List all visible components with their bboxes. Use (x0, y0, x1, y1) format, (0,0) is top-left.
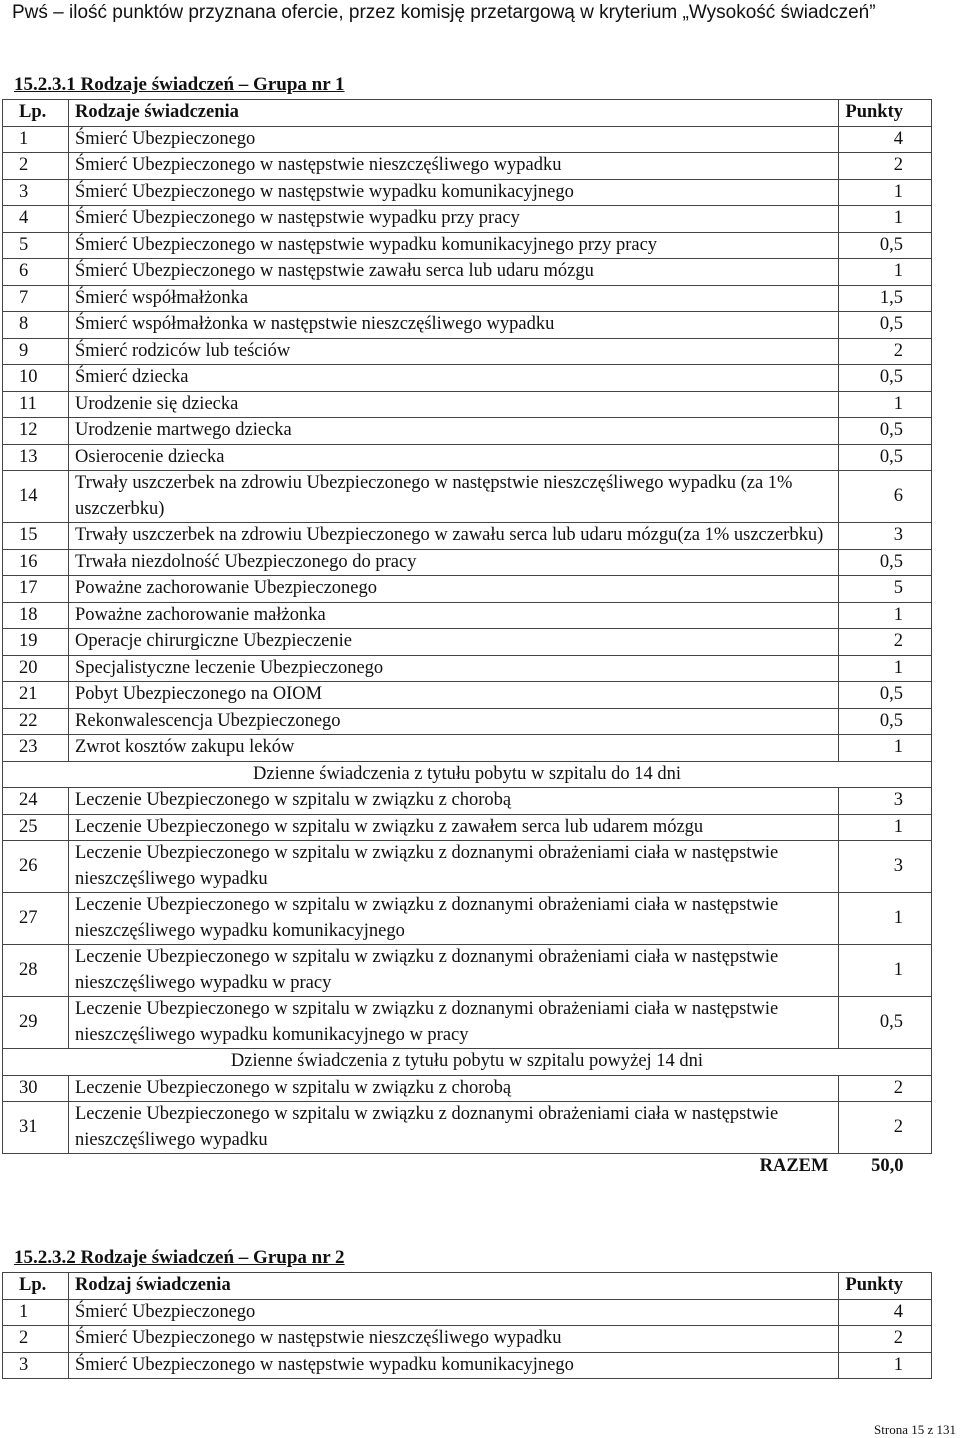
table-row (3, 576, 932, 603)
header-points: Punkty (839, 1273, 932, 1300)
row-lp: 6 (3, 259, 69, 286)
table-row (3, 893, 932, 945)
row-points: 0,5 (839, 444, 932, 471)
row-points: 1 (839, 206, 932, 233)
row-name: Leczenie Ubezpieczonego w szpitalu w związku z doznanymi obrażeniami ciała w następstwie nieszczęśliwego wypadku (69, 841, 839, 893)
row-lp: 9 (3, 338, 69, 365)
table-row (3, 206, 932, 233)
table-row (3, 285, 932, 312)
row-points: 6 (839, 471, 932, 523)
row-name: Zwrot kosztów zakupu leków (69, 735, 839, 762)
table-row (3, 365, 932, 392)
row-lp: 1 (3, 126, 69, 153)
row-points: 1 (839, 179, 932, 206)
table-row (3, 549, 932, 576)
row-name: Trwała niezdolność Ubezpieczonego do pracy (69, 549, 839, 576)
row-points: 0,5 (839, 418, 932, 445)
row-name: Leczenie Ubezpieczonego w szpitalu w związku z doznanymi obrażeniami ciała w następstwie nieszczęśliwego wypadku w pracy (69, 945, 839, 997)
table-row (3, 1075, 932, 1102)
row-lp: 14 (3, 471, 69, 523)
table-row (3, 126, 932, 153)
row-points: 2 (839, 1102, 932, 1154)
row-lp: 18 (3, 602, 69, 629)
row-name: Poważne zachorowanie małżonka (69, 602, 839, 629)
row-lp: 15 (3, 523, 69, 550)
row-points: 0,5 (839, 708, 932, 735)
row-name: Śmierć rodziców lub teściów (69, 338, 839, 365)
row-points: 1 (839, 259, 932, 286)
row-lp: 31 (3, 1102, 69, 1154)
row-name: Śmierć współmałżonka (69, 285, 839, 312)
row-name: Śmierć Ubezpieczonego w następstwie wypadku komunikacyjnego przy pracy (69, 232, 839, 259)
row-points: 1 (839, 893, 932, 945)
row-name: Leczenie Ubezpieczonego w szpitalu w związku z doznanymi obrażeniami ciała w następstwie nieszczęśliwego wypadku (69, 1102, 839, 1154)
row-lp: 27 (3, 893, 69, 945)
group2-heading: 15.2.3.2 Rodzaje świadczeń – Grupa nr 2 (14, 1247, 345, 1268)
row-name: Urodzenie martwego dziecka (69, 418, 839, 445)
row-points: 3 (839, 523, 932, 550)
table-row (3, 1299, 932, 1326)
row-points: 2 (839, 1326, 932, 1353)
row-points: 2 (839, 338, 932, 365)
row-lp: 30 (3, 1075, 69, 1102)
row-lp: 24 (3, 788, 69, 815)
table-row (3, 682, 932, 709)
row-name: Śmierć Ubezpieczonego w następstwie wypadku przy pracy (69, 206, 839, 233)
table-row (3, 153, 932, 180)
row-lp: 2 (3, 1326, 69, 1353)
table-row (3, 708, 932, 735)
total-value: 50,0 (871, 1156, 904, 1176)
row-points: 1 (839, 602, 932, 629)
row-name: Śmierć dziecka (69, 365, 839, 392)
table-row (3, 602, 932, 629)
header-name: Rodzaj świadczenia (69, 1273, 839, 1300)
table-header-row (3, 100, 932, 127)
header-lp: Lp. (3, 100, 69, 127)
row-lp: 26 (3, 841, 69, 893)
row-name: Śmierć Ubezpieczonego w następstwie nieszczęśliwego wypadku (69, 1326, 839, 1353)
row-lp: 16 (3, 549, 69, 576)
header-lp: Lp. (3, 1273, 69, 1300)
row-lp: 25 (3, 814, 69, 841)
row-lp: 17 (3, 576, 69, 603)
table-row (3, 179, 932, 206)
row-name: Urodzenie się dziecka (69, 391, 839, 418)
row-points: 1 (839, 391, 932, 418)
row-lp: 2 (3, 153, 69, 180)
row-name: Trwały uszczerbek na zdrowiu Ubezpieczonego w następstwie nieszczęśliwego wypadku (za 1% uszczerbku) (69, 471, 839, 523)
row-points: 0,5 (839, 997, 932, 1049)
row-points: 1 (839, 1352, 932, 1379)
row-points: 1,5 (839, 285, 932, 312)
header-name: Rodzaje świadczenia (69, 100, 839, 127)
row-lp: 7 (3, 285, 69, 312)
row-points: 2 (839, 153, 932, 180)
row-lp: 4 (3, 206, 69, 233)
table-row (3, 735, 932, 762)
table-row (3, 471, 932, 523)
row-points: 0,5 (839, 232, 932, 259)
row-name: Operacje chirurgiczne Ubezpieczenie (69, 629, 839, 656)
row-lp: 3 (3, 179, 69, 206)
table-row (3, 418, 932, 445)
total-spacer (3, 1154, 69, 1180)
row-points: 3 (839, 841, 932, 893)
row-lp: 21 (3, 682, 69, 709)
section-row (3, 761, 932, 788)
row-points: 4 (839, 1299, 932, 1326)
row-lp: 28 (3, 945, 69, 997)
row-points: 2 (839, 629, 932, 656)
table-row (3, 997, 932, 1049)
row-name: Osierocenie dziecka (69, 444, 839, 471)
row-points: 0,5 (839, 365, 932, 392)
row-points: 1 (839, 655, 932, 682)
header-points: Punkty (839, 100, 932, 127)
row-lp: 1 (3, 1299, 69, 1326)
row-lp: 23 (3, 735, 69, 762)
row-points: 1 (839, 735, 932, 762)
row-name: Śmierć Ubezpieczonego (69, 126, 839, 153)
table-row (3, 629, 932, 656)
row-name: Leczenie Ubezpieczonego w szpitalu w związku z chorobą (69, 788, 839, 815)
row-lp: 11 (3, 391, 69, 418)
row-points: 5 (839, 576, 932, 603)
table-row (3, 232, 932, 259)
intro-text: Pwś – ilość punktów przyznana ofercie, przez komisję przetargową w kryterium „Wysokość świadczeń” (12, 2, 876, 23)
total-row (3, 1154, 932, 1180)
row-lp: 10 (3, 365, 69, 392)
row-lp: 8 (3, 312, 69, 339)
row-lp: 20 (3, 655, 69, 682)
table-row (3, 1102, 932, 1154)
row-name: Śmierć współmałżonka w następstwie nieszczęśliwego wypadku (69, 312, 839, 339)
row-points: 1 (839, 814, 932, 841)
row-lp: 3 (3, 1352, 69, 1379)
row-lp: 12 (3, 418, 69, 445)
row-name: Śmierć Ubezpieczonego w następstwie zawału serca lub udaru mózgu (69, 259, 839, 286)
row-points: 0,5 (839, 682, 932, 709)
table-row (3, 655, 932, 682)
row-points: 1 (839, 945, 932, 997)
table-row (3, 814, 932, 841)
row-name: Leczenie Ubezpieczonego w szpitalu w związku z doznanymi obrażeniami ciała w następstwie nieszczęśliwego wypadku komunikacyjnego w pracy (69, 997, 839, 1049)
table-row (3, 788, 932, 815)
row-name: Śmierć Ubezpieczonego (69, 1299, 839, 1326)
section-title: Dzienne świadczenia z tytułu pobytu w szpitalu do 14 dni (3, 761, 932, 788)
table-row (3, 1326, 932, 1353)
row-points: 3 (839, 788, 932, 815)
row-name: Śmierć Ubezpieczonego w następstwie wypadku komunikacyjnego (69, 179, 839, 206)
table-header-row (3, 1273, 932, 1300)
table-row (3, 945, 932, 997)
row-lp: 22 (3, 708, 69, 735)
row-name: Leczenie Ubezpieczonego w szpitalu w związku z doznanymi obrażeniami ciała w następstwie nieszczęśliwego wypadku komunikacyjnego (69, 893, 839, 945)
row-name: Leczenie Ubezpieczonego w szpitalu w związku z chorobą (69, 1075, 839, 1102)
row-name: Rekonwalescencja Ubezpieczonego (69, 708, 839, 735)
row-lp: 5 (3, 232, 69, 259)
row-points: 0,5 (839, 549, 932, 576)
group1-table (2, 99, 932, 1180)
table-row (3, 841, 932, 893)
group2-table (2, 1272, 932, 1379)
row-name: Pobyt Ubezpieczonego na OIOM (69, 682, 839, 709)
row-points: 4 (839, 126, 932, 153)
table-row (3, 312, 932, 339)
row-lp: 13 (3, 444, 69, 471)
row-points: 0,5 (839, 312, 932, 339)
row-name: Specjalistyczne leczenie Ubezpieczonego (69, 655, 839, 682)
table-row (3, 338, 932, 365)
page-footer: Strona 15 z 131 (874, 1422, 956, 1437)
total-label: RAZEM (759, 1156, 829, 1176)
table-row (3, 523, 932, 550)
table-row (3, 444, 932, 471)
row-lp: 29 (3, 997, 69, 1049)
row-name: Śmierć Ubezpieczonego w następstwie nieszczęśliwego wypadku (69, 153, 839, 180)
group1-heading: 15.2.3.1 Rodzaje świadczeń – Grupa nr 1 (14, 74, 345, 95)
table-row (3, 259, 932, 286)
section-title: Dzienne świadczenia z tytułu pobytu w szpitalu powyżej 14 dni (3, 1049, 932, 1076)
row-lp: 19 (3, 629, 69, 656)
row-name: Trwały uszczerbek na zdrowiu Ubezpieczonego w zawału serca lub udaru mózgu(za 1% uszczerbku) (69, 523, 839, 550)
table-row (3, 391, 932, 418)
table-row (3, 1352, 932, 1379)
row-name: Śmierć Ubezpieczonego w następstwie wypadku komunikacyjnego (69, 1352, 839, 1379)
section-row (3, 1049, 932, 1076)
row-points: 2 (839, 1075, 932, 1102)
row-name: Poważne zachorowanie Ubezpieczonego (69, 576, 839, 603)
row-name: Leczenie Ubezpieczonego w szpitalu w związku z zawałem serca lub udarem mózgu (69, 814, 839, 841)
